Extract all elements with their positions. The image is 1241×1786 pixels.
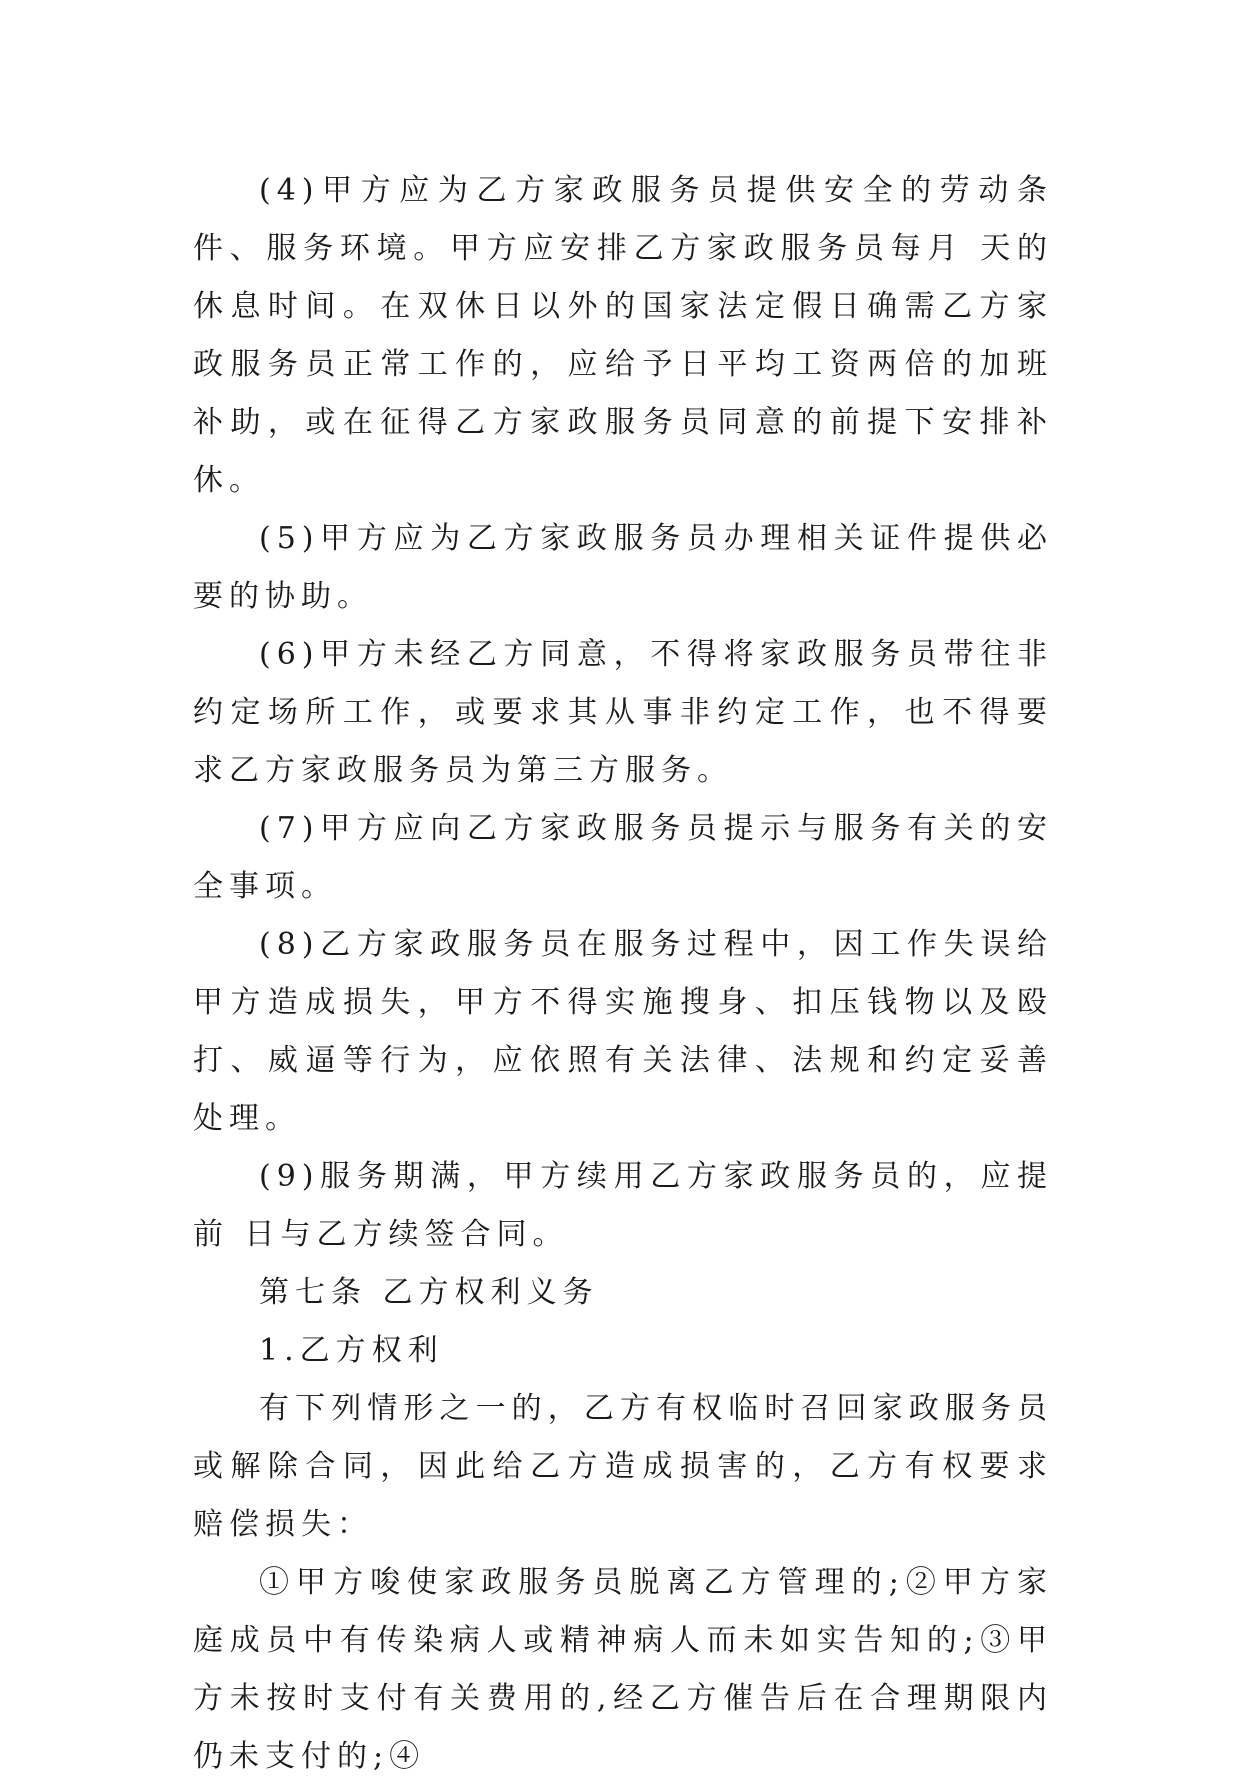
paragraph-clause-5: (5)甲方应为乙方家政服务员办理相关证件提供必要的协助。 — [193, 521, 1053, 614]
paragraph-recall-conditions: 有下列情形之一的，乙方有权临时召回家政服务员或解除合同，因此给乙方造成损害的，乙方有权要求赔偿损失： — [193, 1391, 1053, 1542]
section-party-b-rights-heading: 1.乙方权利 — [259, 1333, 444, 1368]
article-seven-heading: 第七条 乙方权利义务 — [259, 1275, 599, 1310]
paragraph-clause-6: (6)甲方未经乙方同意，不得将家政服务员带往非约定场所工作，或要求其从事非约定工作，也不得要求乙方家政服务员为第三方服务。 — [193, 637, 1053, 788]
paragraph-clause-7: (7)甲方应向乙方家政服务员提示与服务有关的安全事项。 — [193, 811, 1053, 904]
paragraph-clause-4: (4)甲方应为乙方家政服务员提供安全的劳动条件、服务环境。甲方应安排乙方家政服务员每月 天的休息时间。在双休日以外的国家法定假日确需乙方家政服务员正常工作的，应给予日平均工资两倍的加班补助，或在征得乙方家政服务员同意的前提下安排补休。 — [193, 173, 1053, 498]
paragraph-clause-8: (8)乙方家政服务员在服务过程中，因工作失误给甲方造成损失，甲方不得实施搜身、扣压钱物以及殴打、威逼等行为，应依照有关法律、法规和约定妥善处理。 — [193, 927, 1053, 1136]
document-body — [193, 162, 1053, 1786]
paragraph-numbered-conditions: ①甲方唆使家政服务员脱离乙方管理的;②甲方家庭成员中有传染病人或精神病人而未如实告知的;③甲方未按时支付有关费用的,经乙方催告后在合理期限内仍未支付的;④ — [193, 1565, 1053, 1774]
paragraph-clause-9: (9)服务期满，甲方续用乙方家政服务员的，应提前 日与乙方续签合同。 — [193, 1159, 1053, 1252]
